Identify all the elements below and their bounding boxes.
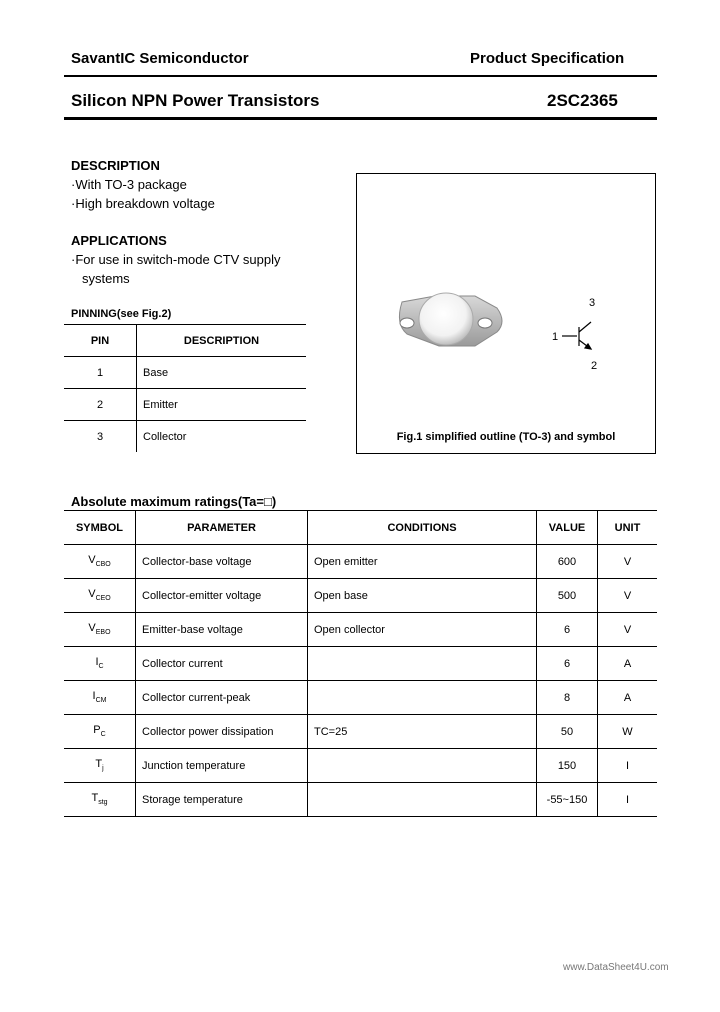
value-cell: 150 [537, 749, 598, 783]
parameter-col-header: PARAMETER [136, 511, 308, 545]
conditions-cell [308, 783, 537, 817]
part-number: 2SC2365 [547, 91, 618, 110]
symbol-letter: V [88, 554, 96, 567]
pin-number: 2 [64, 389, 137, 421]
parameter-cell: Storage temperature [136, 783, 308, 817]
conditions-cell: Open emitter [308, 545, 537, 579]
symbol-letter: I [92, 690, 96, 703]
symbol-letter: T [95, 758, 103, 771]
table-row [64, 421, 306, 453]
value-cell: 6 [537, 647, 598, 681]
table-row [64, 749, 657, 783]
symbol-subscript: C [100, 731, 106, 739]
symbol-col-header: SYMBOL [64, 511, 136, 545]
unit-col-header: UNIT [614, 521, 641, 534]
watermark: www.DataSheet4U.com [563, 962, 669, 973]
table-row [64, 579, 657, 613]
unit-cell: V [623, 555, 632, 568]
symbol-cell [64, 749, 136, 783]
symbol-cell [64, 647, 136, 681]
value-cell: 6 [537, 613, 598, 647]
symbol-subscript: EBO [95, 629, 111, 637]
pin-description: Collector [143, 430, 187, 443]
symbol-subscript: CEO [95, 595, 111, 603]
pin-number: 3 [64, 421, 137, 453]
symbol-letter: P [93, 724, 101, 737]
unit-cell: V [623, 589, 632, 602]
symbol-cell [64, 579, 136, 613]
unit-cell: A [623, 657, 632, 670]
symbol-subscript: CM [95, 697, 107, 705]
table-row [64, 715, 657, 749]
value-col-header: VALUE [537, 511, 598, 545]
conditions-cell [308, 681, 537, 715]
table-row [64, 613, 657, 647]
figure-caption: Fig.1 simplified outline (TO-3) and symbol [396, 431, 616, 443]
npn-transistor-symbol-icon [562, 322, 591, 349]
pin-description: Emitter [143, 398, 178, 411]
to3-package-drawing [357, 174, 655, 453]
symbol-subscript: j [102, 765, 104, 773]
conditions-cell: TC=25 [308, 715, 537, 749]
pin-description: Base [143, 366, 169, 379]
pin-col-header: PIN [64, 325, 137, 357]
ratings-table [64, 510, 657, 817]
pinning-header-row [64, 325, 306, 357]
conditions-cell: Open base [308, 579, 537, 613]
symbol-label-2: 2 [591, 360, 598, 372]
parameter-cell: Collector-emitter voltage [136, 579, 308, 613]
header-rule [64, 75, 657, 77]
symbol-label-1: 1 [552, 331, 559, 343]
parameter-cell: Junction temperature [136, 749, 308, 783]
value-cell: 8 [537, 681, 598, 715]
symbol-letter: V [88, 622, 96, 635]
desc-col-header: DESCRIPTION [183, 334, 260, 347]
table-row [64, 647, 657, 681]
conditions-cell [308, 749, 537, 783]
description-heading: DESCRIPTION [71, 158, 160, 173]
description-item: ·With TO-3 package [71, 177, 187, 192]
conditions-cell [308, 647, 537, 681]
symbol-cell [64, 715, 136, 749]
value-cell: 500 [537, 579, 598, 613]
parameter-cell: Collector current-peak [136, 681, 308, 715]
applications-item: ·For use in switch-mode CTV supply [71, 252, 281, 267]
doc-type: Product Specification [470, 50, 625, 67]
description-item: ·High breakdown voltage [71, 196, 215, 211]
figure-box [356, 173, 656, 454]
parameter-cell: Collector-base voltage [136, 545, 308, 579]
ratings-header-row [64, 511, 657, 545]
page-title: Silicon NPN Power Transistors [71, 91, 320, 110]
unit-cell: V [623, 623, 632, 636]
unit-cell: W [622, 725, 633, 738]
table-row [64, 389, 306, 421]
parameter-cell: Collector current [136, 647, 308, 681]
conditions-col-header: CONDITIONS [308, 511, 537, 545]
company-name: SavantIC Semiconductor [71, 50, 249, 67]
pinning-table [64, 324, 306, 452]
title-rule [64, 117, 657, 120]
symbol-cell [64, 613, 136, 647]
ratings-heading: Absolute maximum ratings(Ta=□) [71, 494, 277, 509]
symbol-label-3: 3 [589, 297, 596, 309]
value-cell: 600 [537, 545, 598, 579]
pinning-heading: PINNING(see Fig.2) [71, 308, 172, 320]
unit-cell: A [623, 691, 632, 704]
conditions-cell: Open collector [308, 613, 537, 647]
applications-item-cont: systems [82, 271, 130, 286]
symbol-cell [64, 545, 136, 579]
symbol-subscript: CBO [95, 561, 111, 569]
table-row [64, 783, 657, 817]
symbol-letter: T [91, 792, 99, 805]
symbol-cell [64, 783, 136, 817]
unit-cell: I [625, 759, 630, 772]
pin-number: 1 [64, 357, 137, 389]
table-row [64, 681, 657, 715]
unit-cell: I [625, 793, 630, 806]
symbol-cell [64, 681, 136, 715]
symbol-subscript: stg [98, 799, 108, 807]
table-row [64, 545, 657, 579]
symbol-letter: V [88, 588, 96, 601]
applications-heading: APPLICATIONS [71, 233, 167, 248]
parameter-cell: Emitter-base voltage [136, 613, 308, 647]
table-row [64, 357, 306, 389]
parameter-cell: Collector power dissipation [136, 715, 308, 749]
symbol-letter: I [95, 656, 99, 669]
value-cell: 50 [537, 715, 598, 749]
symbol-subscript: C [98, 663, 104, 671]
value-cell: -55~150 [537, 783, 598, 817]
